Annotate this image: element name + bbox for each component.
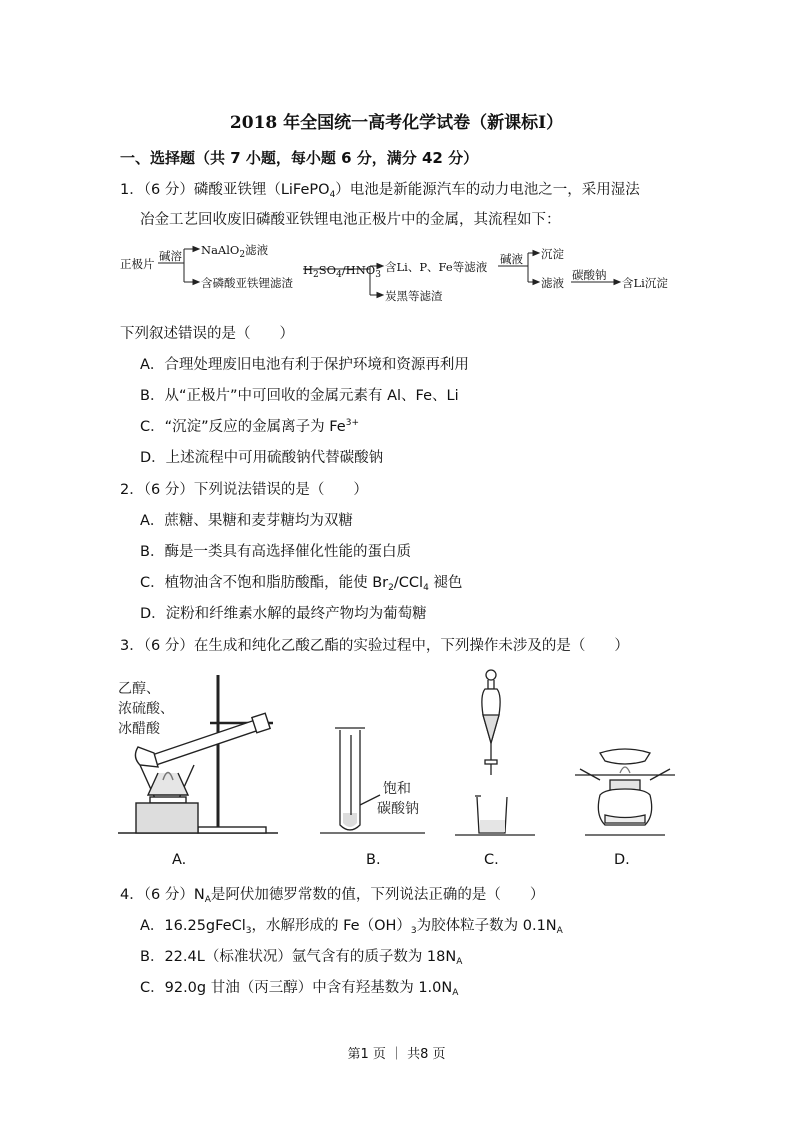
option-c: C．92.0g 甘油（丙三醇）中含有羟基数为 $1.0N_A$ [140,980,459,998]
figure-caption-c: C. [484,852,499,868]
option-a: A．合理处理废旧电池有利于保护环境和资源再利用 [140,357,469,373]
figure-label-saturated: 饱和 [383,781,411,797]
flow-node: 炭黑等滤渣 [385,289,443,303]
flow-node: NaAlO$_2$滤液 [201,243,269,260]
flow-node-start: 正极片 [120,257,155,271]
apparatus-d-evaporation [575,665,675,840]
question-score: （6 分） [143,182,194,198]
flow-node: 沉淀 [541,247,564,261]
question-1-prompt: 下列叙述错误的是（ ） [120,326,294,342]
question-1-line1: 1．（6 分）磷酸亚铁锂（LiFePO$_4$）电池是新能源汽车的动力电池之一，采用湿法 [120,182,640,200]
page-footer: 第1 页 ｜ 共8 页 [347,1047,446,1062]
figure-caption-b: B. [366,852,381,868]
flow-step-label: $H_2SO_4/HNO_3$ [303,263,381,280]
option-b: B．从“正极片”中可回收的金属元素有 Al、Fe、Li [140,388,459,404]
flow-step-label: 碳酸钠 [572,268,607,282]
figure-label-acetic-acid: 冰醋酸 [118,721,160,737]
flow-node: 含Li、P、Fe等滤液 [385,260,488,274]
apparatus-b-test-tube [315,665,435,840]
question-3: 3．（6 分）在生成和纯化乙酸乙酯的实验过程中，下列操作未涉及的是（ ） [120,638,629,654]
option-a: A．16.25gFeCl$_3$，水解形成的 $Fe(OH)_3$为胶体粒子数为 $0.1N_A$ [140,918,563,936]
flow-step-label: 碱液 [500,252,523,266]
question-2: 2．（6 分）下列说法错误的是（ ） [120,482,368,498]
question-4: 4．（6 分）$N_A$是阿伏加德罗常数的值，下列说法正确的是（ ） [120,887,545,905]
apparatus-c-separatory-funnel [455,665,535,840]
figure-label-ethanol: 乙醇、 [118,681,160,697]
option-d: D．淀粉和纤维素水解的最终产物均为葡萄糖 [140,606,427,622]
figure-label-sulfuric-acid: 浓硫酸、 [118,701,174,717]
flow-step-label: 碱溶 [159,249,182,263]
page-title: 2018 年全国统一高考化学试卷（新课标Ⅰ） [229,113,564,133]
option-a: A．蔗糖、果糖和麦芽糖均为双糖 [140,513,353,529]
figure-caption-d: D. [614,852,630,868]
option-b: B．酶是一类具有高选择催化性能的蛋白质 [140,544,411,560]
question-number: 1． [120,182,144,198]
flow-node: 滤液 [541,276,564,290]
flow-node: 含磷酸亚铁锂滤渣 [201,276,293,290]
flow-node: 含Li沉淀 [622,276,668,290]
section-heading: 一、选择题（共 7 小题，每小题 6 分，满分 42 分） [120,149,479,167]
figure-label-sodium-carbonate: 碳酸钠 [377,801,419,817]
figure-caption-a: A. [172,852,187,868]
question-1-line2: 冶金工艺回收废旧磷酸亚铁锂电池正极片中的金属，其流程如下： [140,212,561,228]
apparatus-a-heating [118,665,288,840]
option-d: D．上述流程中可用硫酸钠代替碳酸钠 [140,450,384,466]
option-c: C．植物油含不饱和脂肪酸酯，能使 $Br_2/CCl_4$ 褪色 [140,575,463,593]
option-c: C．“沉淀”反应的金属离子为 $Fe^{3+}$ [140,418,360,435]
option-b: B．22.4L（标准状况）氩气含有的质子数为 $18N_A$ [140,949,463,967]
